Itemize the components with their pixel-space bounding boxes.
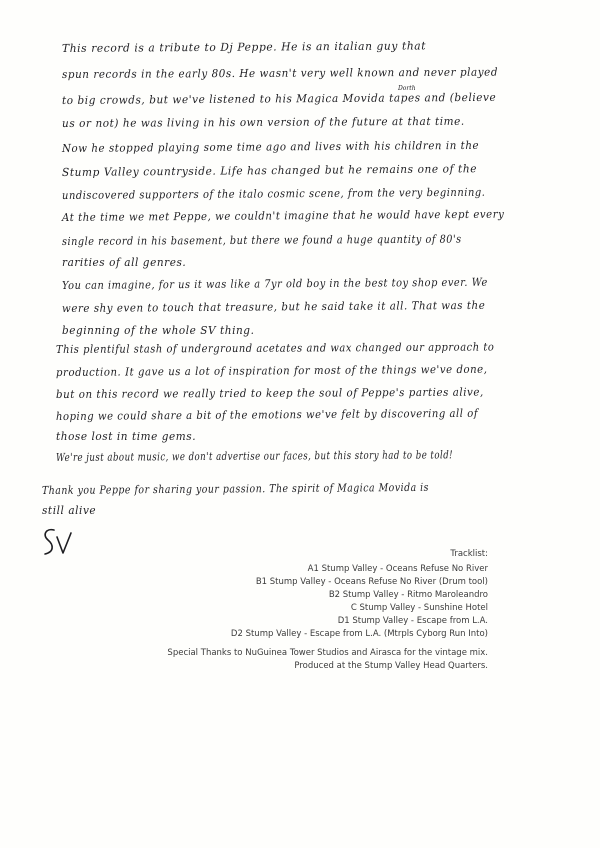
letter-line: beginning of the whole SV thing. — [62, 324, 255, 337]
tracklist-heading: Tracklist: — [450, 549, 488, 559]
letter-insertion: Dorth — [398, 85, 416, 92]
credits-thanks: Special Thanks to NuGuinea Tower Studios and Airasca for the vintage mix. — [167, 648, 488, 658]
letter-line: but on this record we really tried to keep the soul of Peppe's parties alive, — [55, 385, 484, 401]
signature — [40, 525, 74, 559]
credits-produced: Produced at the Stump Valley Head Quarters. — [294, 661, 488, 671]
letter-line: those lost in time gems. — [56, 430, 197, 443]
letter-line: rarities of all genres. — [62, 256, 187, 269]
track-item: B2 Stump Valley - Ritmo Maroleandro — [328, 590, 488, 600]
letter-line: still alive — [42, 504, 97, 517]
letter-line: Now he stopped playing some time ago and lives with his children in the — [61, 138, 480, 155]
letter-line: Stump Valley countryside. Life has changed but he remains one of the — [61, 162, 478, 179]
letter-line: hoping we could share a bit of the emotions we've felt by discovering all of — [55, 406, 479, 423]
letter-line: At the time we met Peppe, we couldn't imagine that he would have kept every — [61, 207, 505, 224]
letter-line: You can imagine, for us it was like a 7yr old boy in the best toy shop ever. We — [61, 275, 488, 292]
letter-line: We're just about music, we don't advertise our faces, but this story had to be told! — [55, 448, 454, 464]
track-item: D2 Stump Valley - Escape from L.A. (Mtrpls Cyborg Run Into) — [230, 629, 488, 639]
track-item: C Stump Valley - Sunshine Hotel — [350, 603, 488, 613]
track-item: B1 Stump Valley - Oceans Refuse No River (Drum tool) — [255, 577, 488, 587]
letter-line: This record is a tribute to Dj Peppe. He is an italian guy that — [61, 39, 427, 55]
letter-line: single record in his basement, but there we found a huge quantity of 80's — [61, 232, 462, 248]
letter-line: production. It gave us a lot of inspiration for most of the things we've done, — [55, 362, 488, 379]
letter-line: undiscovered supporters of the italo cosmic scene, from the very beginning. — [61, 185, 486, 202]
letter-line: were shy even to touch that treasure, but he said take it all. That was the — [61, 298, 486, 315]
letter-line: Thank you Peppe for sharing your passion. The spirit of Magica Movida is — [41, 480, 430, 497]
letter-line: us or not) he was living in his own version of the future at that time. — [61, 114, 465, 130]
track-item: D1 Stump Valley - Escape from L.A. — [337, 616, 488, 626]
letter-line: spun records in the early 80s. He wasn't very well known and never played — [61, 65, 499, 81]
letter-line: This plentiful stash of underground acetates and wax changed our approach to — [55, 340, 495, 356]
track-item: A1 Stump Valley - Oceans Refuse No River — [307, 564, 488, 574]
letter-line: to big crowds, but we've listened to his Magica Movida tapes and (believe — [61, 90, 497, 107]
